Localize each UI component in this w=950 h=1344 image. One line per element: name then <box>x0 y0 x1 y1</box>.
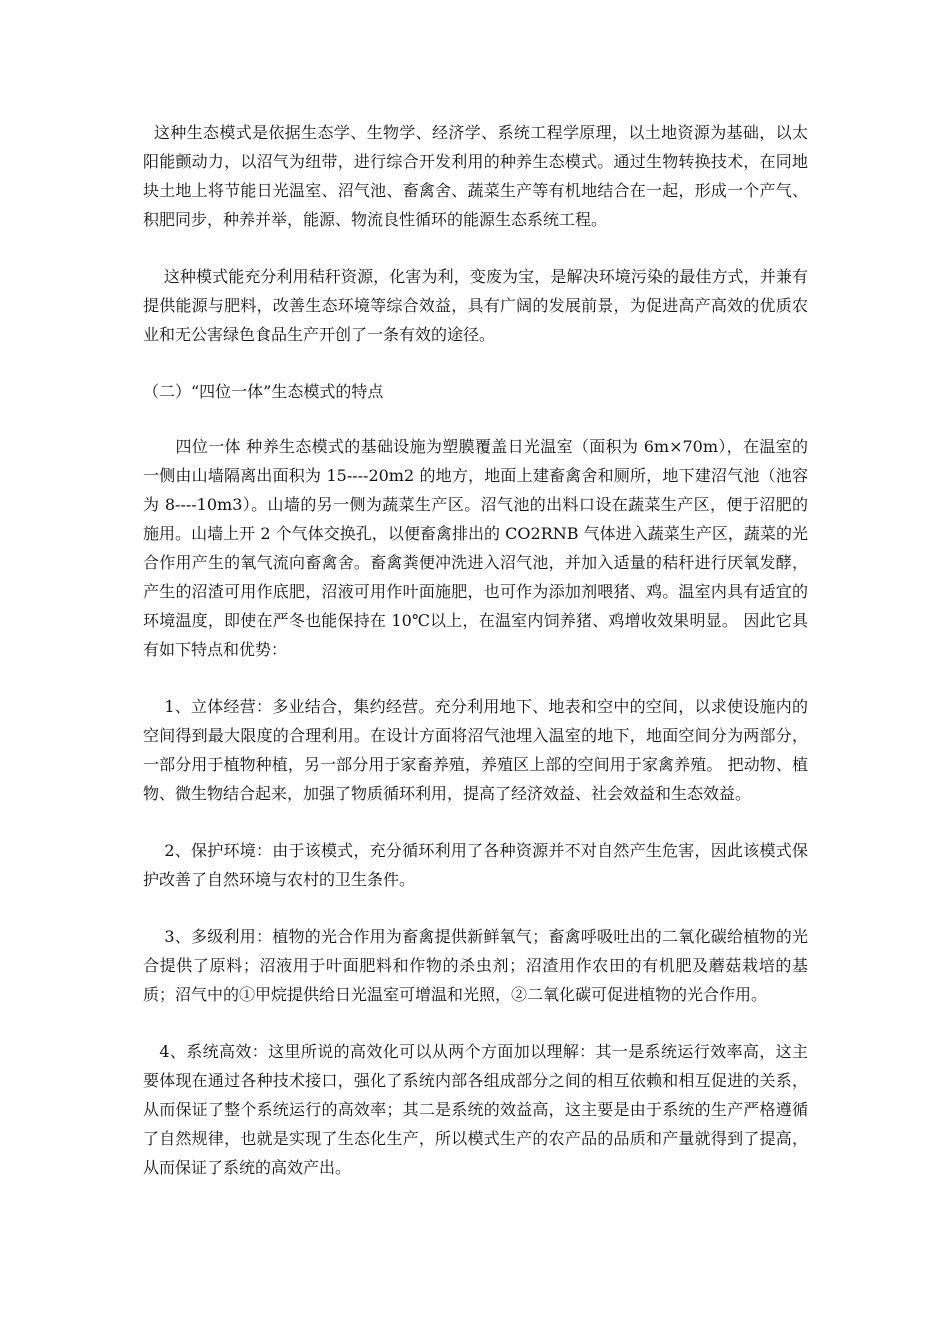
paragraph-benefits: 这种模式能充分利用秸秆资源，化害为利，变废为宝，是解决环境污染的最佳方式，并兼有提供能源与肥料，改善生态环境等综合效益，具有广阔的发展前景，为促进高产高效的优质农业和无公害绿色食品生产开创了一条有效的途径。 <box>143 267 808 344</box>
paragraph-infrastructure: 四位一体 种养生态模式的基础设施为塑膜覆盖日光温室（面积为 6m×70m），在温室的一侧由山墙隔离出面积为 15----20m2 的地方，地面上建畜禽舍和厕所，地下建沼气池（池容为 8----10m3）。山墙的另一侧为蔬菜生产区。沼气池的出料口设在蔬菜生产区，便于沼肥的施用。山墙上开 2 个气体交换孔，以便畜禽排出的 CO2RNB 气体进入蔬菜生产区，蔬菜的光合作用产生的氧气流向畜禽舍。畜禽粪便冲洗进入沼气池，并加入适量的秸秆进行厌氧发酵，产生的沼渣可用作底肥，沼液可用作叶面施肥，也可作为添加剂喂猪、鸡。温室内具有适宜的环境温度，即使在严冬也能保持在 10℃以上，在温室内饲养猪、鸡增收效果明显。 因此它具有如下特点和优势： <box>143 437 809 659</box>
list-item-4: 4、系统高效：这里所说的高效化可以从两个方面加以理解：其一是系统运行效率高，这主要体现在通过各种技术接口，强化了系统内部各组成部分之间的相互依赖和相互促进的关系，从而保证了整个系统运行的高效率；其二是系统的效益高，这主要是由于系统的生产严格遵循了自然规律，也就是实现了生态化生产，所以模式生产的农产品的品质和产量就得到了提高，从而保证了系统的高效产出。 <box>143 1042 808 1177</box>
section-heading: （二）“四位一体”生态模式的特点 <box>143 382 384 401</box>
list-item-3: 3、多级利用：植物的光合作用为畜禽提供新鲜氧气；畜禽呼吸吐出的二氧化碳给植物的光合提供了原料；沼液用于叶面肥料和作物的杀虫剂；沼渣用作农田的有机肥及蘑菇栽培的基质；沼气中的①甲烷提供给日光温室可增温和光照，②二氧化碳可促进植物的光合作用。 <box>143 927 809 1004</box>
paragraph-intro: 这种生态模式是依据生态学、生物学、经济学、系统工程学原理，以土地资源为基础，以太阳能颤动力，以沼气为纽带，进行综合开发利用的种养生态模式。通过生物转换技术，在同地块土地上将节能日光温室、沼气池、畜禽舍、蔬菜生产等有机地结合在一起，形成一个产气、积肥同步，种养并举，能源、物流良性循环的能源生态系统工程。 <box>143 123 808 229</box>
list-item-1: 1、立体经营：多业结合，集约经营。充分利用地下、地表和空中的空间，以求使设施内的空间得到最大限度的合理利用。在设计方面将沼气池埋入温室的地下，地面空间分为两部分，一部分用于植物种植，另一部分用于家畜养殖，养殖区上部的空间用于家禽养殖。 把动物、植物、微生物结合起来，加强了物质循环利用，提高了经济效益、社会效益和生态效益。 <box>143 697 809 803</box>
document-body <box>143 118 808 1182</box>
list-item-2: 2、保护环境：由于该模式，充分循环利用了各种资源并不对自然产生危害，因此该模式保护改善了自然环境与农村的卫生条件。 <box>143 841 809 889</box>
